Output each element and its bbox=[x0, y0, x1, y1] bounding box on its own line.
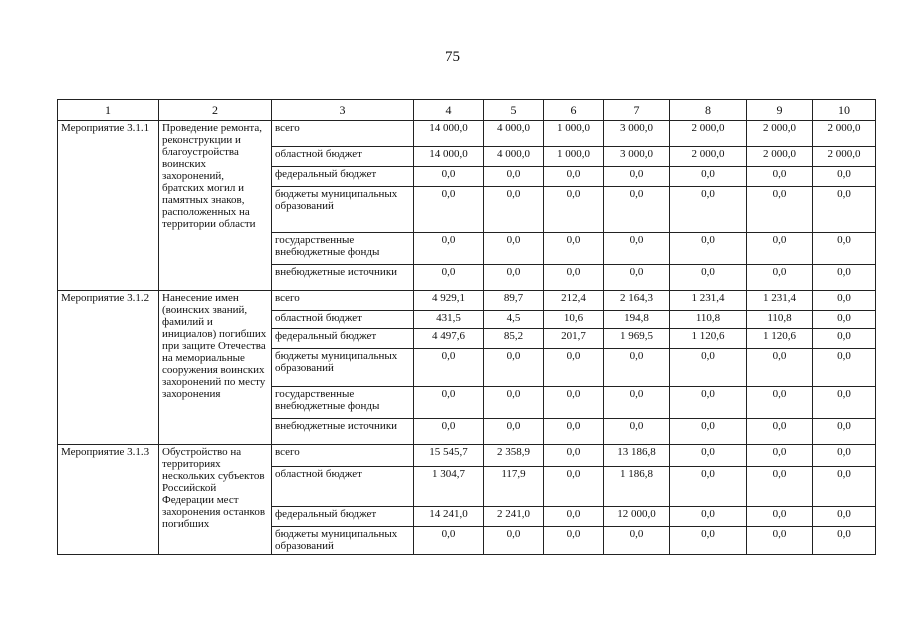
amount-cell: 0,0 bbox=[670, 445, 747, 467]
amount-cell: 0,0 bbox=[604, 233, 670, 265]
column-header: 1 bbox=[58, 100, 159, 121]
table-body bbox=[58, 121, 876, 555]
amount-cell: 14 000,0 bbox=[414, 121, 484, 147]
amount-cell: 2 164,3 bbox=[604, 291, 670, 311]
amount-cell: 2 000,0 bbox=[813, 147, 876, 167]
amount-cell: 0,0 bbox=[544, 507, 604, 527]
amount-cell: 14 241,0 bbox=[414, 507, 484, 527]
amount-cell: 0,0 bbox=[747, 507, 813, 527]
amount-cell: 0,0 bbox=[484, 349, 544, 387]
amount-cell: 0,0 bbox=[484, 233, 544, 265]
amount-cell: 2 358,9 bbox=[484, 445, 544, 467]
budget-table bbox=[57, 99, 876, 555]
amount-cell: 0,0 bbox=[544, 445, 604, 467]
funding-source: государственные внебюджетные фонды bbox=[272, 233, 414, 265]
amount-cell: 4 497,6 bbox=[414, 329, 484, 349]
funding-source: государственные внебюджетные фонды bbox=[272, 387, 414, 419]
amount-cell: 0,0 bbox=[813, 187, 876, 233]
amount-cell: 0,0 bbox=[414, 167, 484, 187]
amount-cell: 110,8 bbox=[670, 311, 747, 329]
amount-cell: 0,0 bbox=[414, 233, 484, 265]
amount-cell: 0,0 bbox=[544, 265, 604, 291]
amount-cell: 0,0 bbox=[670, 527, 747, 555]
amount-cell: 12 000,0 bbox=[604, 507, 670, 527]
funding-source: внебюджетные источники bbox=[272, 265, 414, 291]
amount-cell: 0,0 bbox=[484, 265, 544, 291]
amount-cell: 0,0 bbox=[604, 265, 670, 291]
amount-cell: 0,0 bbox=[670, 419, 747, 445]
column-header: 9 bbox=[747, 100, 813, 121]
table-row bbox=[58, 291, 876, 311]
amount-cell: 4 000,0 bbox=[484, 147, 544, 167]
page-number: 75 bbox=[445, 49, 460, 65]
amount-cell: 0,0 bbox=[813, 387, 876, 419]
amount-cell: 0,0 bbox=[813, 265, 876, 291]
column-header: 4 bbox=[414, 100, 484, 121]
amount-cell: 0,0 bbox=[813, 445, 876, 467]
amount-cell: 0,0 bbox=[813, 311, 876, 329]
funding-source: бюджеты муниципальных образований bbox=[272, 349, 414, 387]
amount-cell: 0,0 bbox=[670, 265, 747, 291]
amount-cell: 1 120,6 bbox=[670, 329, 747, 349]
amount-cell: 13 186,8 bbox=[604, 445, 670, 467]
measure-code: Мероприятие 3.1.1 bbox=[58, 121, 159, 291]
amount-cell: 2 000,0 bbox=[747, 121, 813, 147]
amount-cell: 10,6 bbox=[544, 311, 604, 329]
amount-cell: 0,0 bbox=[604, 387, 670, 419]
amount-cell: 0,0 bbox=[604, 419, 670, 445]
funding-source: всего bbox=[272, 445, 414, 467]
amount-cell: 0,0 bbox=[544, 467, 604, 507]
measure-code: Мероприятие 3.1.2 bbox=[58, 291, 159, 445]
measure-description: Проведение ремонта, реконструкции и благоустройства воинских захоронений, братских могил и памятных знаков, расположенных на территории области bbox=[159, 121, 272, 291]
amount-cell: 1 120,6 bbox=[747, 329, 813, 349]
amount-cell: 2 241,0 bbox=[484, 507, 544, 527]
funding-source: бюджеты муниципальных образований bbox=[272, 527, 414, 555]
amount-cell: 0,0 bbox=[604, 527, 670, 555]
funding-source: областной бюджет bbox=[272, 467, 414, 507]
amount-cell: 0,0 bbox=[747, 387, 813, 419]
amount-cell: 0,0 bbox=[544, 527, 604, 555]
amount-cell: 0,0 bbox=[747, 467, 813, 507]
amount-cell: 2 000,0 bbox=[670, 121, 747, 147]
amount-cell: 85,2 bbox=[484, 329, 544, 349]
amount-cell: 2 000,0 bbox=[813, 121, 876, 147]
amount-cell: 0,0 bbox=[414, 265, 484, 291]
table-row bbox=[58, 445, 876, 467]
funding-source: всего bbox=[272, 291, 414, 311]
amount-cell: 0,0 bbox=[670, 387, 747, 419]
amount-cell: 0,0 bbox=[484, 527, 544, 555]
amount-cell: 0,0 bbox=[414, 387, 484, 419]
amount-cell: 3 000,0 bbox=[604, 121, 670, 147]
amount-cell: 0,0 bbox=[813, 507, 876, 527]
amount-cell: 0,0 bbox=[544, 419, 604, 445]
funding-source: федеральный бюджет bbox=[272, 167, 414, 187]
amount-cell: 0,0 bbox=[747, 445, 813, 467]
column-header: 10 bbox=[813, 100, 876, 121]
amount-cell: 0,0 bbox=[747, 233, 813, 265]
amount-cell: 0,0 bbox=[414, 419, 484, 445]
column-header: 3 bbox=[272, 100, 414, 121]
amount-cell: 0,0 bbox=[813, 419, 876, 445]
amount-cell: 1 969,5 bbox=[604, 329, 670, 349]
amount-cell: 0,0 bbox=[414, 527, 484, 555]
measure-description: Нанесение имен (воинских званий, фамилий и инициалов) погибших при защите Отечества на мемориальные сооружения воинских захоронений по месту захоронения bbox=[159, 291, 272, 445]
amount-cell: 0,0 bbox=[813, 329, 876, 349]
amount-cell: 117,9 bbox=[484, 467, 544, 507]
amount-cell: 1 304,7 bbox=[414, 467, 484, 507]
amount-cell: 0,0 bbox=[604, 167, 670, 187]
amount-cell: 0,0 bbox=[813, 233, 876, 265]
amount-cell: 89,7 bbox=[484, 291, 544, 311]
column-header: 6 bbox=[544, 100, 604, 121]
funding-source: внебюджетные источники bbox=[272, 419, 414, 445]
table-row bbox=[58, 121, 876, 147]
amount-cell: 0,0 bbox=[813, 467, 876, 507]
amount-cell: 0,0 bbox=[747, 349, 813, 387]
funding-source: федеральный бюджет bbox=[272, 329, 414, 349]
amount-cell: 212,4 bbox=[544, 291, 604, 311]
column-header: 2 bbox=[159, 100, 272, 121]
amount-cell: 1 186,8 bbox=[604, 467, 670, 507]
amount-cell: 0,0 bbox=[544, 387, 604, 419]
measure-description: Обустройство на территориях нескольких субъектов Российской Федерации мест захоронения останков погибших bbox=[159, 445, 272, 555]
amount-cell: 0,0 bbox=[484, 419, 544, 445]
amount-cell: 4 000,0 bbox=[484, 121, 544, 147]
amount-cell: 15 545,7 bbox=[414, 445, 484, 467]
amount-cell: 0,0 bbox=[544, 233, 604, 265]
amount-cell: 2 000,0 bbox=[747, 147, 813, 167]
amount-cell: 0,0 bbox=[414, 187, 484, 233]
amount-cell: 0,0 bbox=[670, 467, 747, 507]
amount-cell: 0,0 bbox=[604, 349, 670, 387]
amount-cell: 194,8 bbox=[604, 311, 670, 329]
amount-cell: 0,0 bbox=[604, 187, 670, 233]
amount-cell: 0,0 bbox=[544, 187, 604, 233]
amount-cell: 0,0 bbox=[813, 167, 876, 187]
column-header: 8 bbox=[670, 100, 747, 121]
amount-cell: 431,5 bbox=[414, 311, 484, 329]
funding-source: всего bbox=[272, 121, 414, 147]
amount-cell: 0,0 bbox=[670, 349, 747, 387]
amount-cell: 0,0 bbox=[747, 265, 813, 291]
amount-cell: 0,0 bbox=[747, 167, 813, 187]
amount-cell: 4,5 bbox=[484, 311, 544, 329]
amount-cell: 0,0 bbox=[670, 233, 747, 265]
column-header: 7 bbox=[604, 100, 670, 121]
amount-cell: 0,0 bbox=[414, 349, 484, 387]
amount-cell: 14 000,0 bbox=[414, 147, 484, 167]
amount-cell: 0,0 bbox=[747, 187, 813, 233]
amount-cell: 0,0 bbox=[747, 419, 813, 445]
amount-cell: 0,0 bbox=[670, 187, 747, 233]
header-row bbox=[58, 100, 876, 121]
amount-cell: 0,0 bbox=[747, 527, 813, 555]
funding-source: областной бюджет bbox=[272, 147, 414, 167]
funding-source: федеральный бюджет bbox=[272, 507, 414, 527]
amount-cell: 0,0 bbox=[544, 349, 604, 387]
amount-cell: 0,0 bbox=[670, 167, 747, 187]
amount-cell: 0,0 bbox=[813, 527, 876, 555]
amount-cell: 4 929,1 bbox=[414, 291, 484, 311]
amount-cell: 0,0 bbox=[670, 507, 747, 527]
amount-cell: 0,0 bbox=[813, 291, 876, 311]
amount-cell: 110,8 bbox=[747, 311, 813, 329]
amount-cell: 1 000,0 bbox=[544, 121, 604, 147]
amount-cell: 0,0 bbox=[813, 349, 876, 387]
amount-cell: 1 231,4 bbox=[670, 291, 747, 311]
amount-cell: 0,0 bbox=[484, 187, 544, 233]
amount-cell: 1 231,4 bbox=[747, 291, 813, 311]
amount-cell: 1 000,0 bbox=[544, 147, 604, 167]
measure-code: Мероприятие 3.1.3 bbox=[58, 445, 159, 555]
funding-source: областной бюджет bbox=[272, 311, 414, 329]
amount-cell: 0,0 bbox=[484, 167, 544, 187]
funding-source: бюджеты муниципальных образований bbox=[272, 187, 414, 233]
amount-cell: 3 000,0 bbox=[604, 147, 670, 167]
column-header: 5 bbox=[484, 100, 544, 121]
amount-cell: 2 000,0 bbox=[670, 147, 747, 167]
amount-cell: 201,7 bbox=[544, 329, 604, 349]
amount-cell: 0,0 bbox=[544, 167, 604, 187]
amount-cell: 0,0 bbox=[484, 387, 544, 419]
